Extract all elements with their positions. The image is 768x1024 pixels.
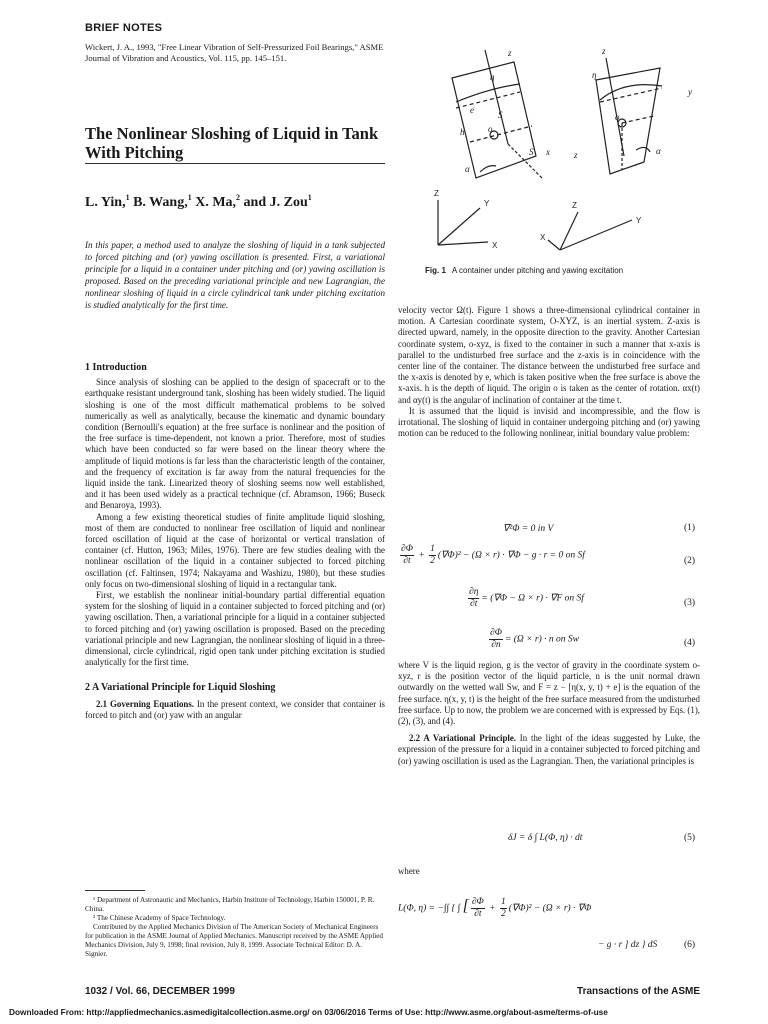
page-footer: 1032 / Vol. 66, DECEMBER 1999 bbox=[85, 986, 235, 997]
svg-text:z: z bbox=[508, 48, 512, 58]
svg-text:X: X bbox=[540, 233, 546, 242]
author-mark: 1 bbox=[307, 193, 312, 202]
equation-5-number: (5) bbox=[684, 833, 696, 843]
svg-text:Z: Z bbox=[572, 201, 577, 210]
equation-5: δJ = δ ∫ L(Φ, η) · dt bbox=[508, 833, 583, 843]
fraction: $\frac{\partial\Phi}{\partial n}$ bbox=[490, 628, 502, 650]
svg-text:α: α bbox=[465, 164, 470, 174]
author-name: B. Wang, bbox=[129, 195, 188, 210]
figure-label: Fig. 1 bbox=[425, 266, 446, 275]
subsection-label: 2.1 Governing Equations. bbox=[96, 698, 195, 709]
svg-text:e: e bbox=[470, 105, 474, 115]
top-reference: Wickert, J. A., 1993, "Free Linear Vibration of Self-Pressurized Foil Bearings," ASME Journal of Vibration and Acoustics, Vol. 115, pp. 145–151. bbox=[85, 42, 384, 63]
subsection-text: In the light of the ideas suggested by Luke, the expression of the pressure for a liquid in a container subjected to forced pitching and (or) yawing oscillation is used as the Lagrangian. Then, the variational principles is bbox=[398, 733, 700, 766]
figure-container-diagram bbox=[410, 40, 710, 262]
equation-3-number: (3) bbox=[684, 598, 696, 608]
author-name: and J. Zou bbox=[240, 195, 308, 210]
equation-2-number: (2) bbox=[684, 556, 696, 566]
svg-text:η: η bbox=[592, 70, 597, 80]
equation-6-number: (6) bbox=[684, 940, 696, 950]
section-heading-variational: 2 A Variational Principle for Liquid Sloshing bbox=[85, 682, 276, 694]
svg-text:o: o bbox=[488, 124, 493, 134]
svg-text:x: x bbox=[546, 147, 550, 157]
intro-paragraph-3: First, we establish the nonlinear initial-boundary partial differential equation system for the sloshing of liquid in a container subjected to forced pitching and (or) yawing oscillation. Then, a variational principle for a liquid in a container subjected to forced pitching and (or) yawing oscillation is proposed. Based on the preceding variational principle and new Lagrangian, the nonlinear sloshing of liquid in a three-dimensional, circle cylindrical, rigid open tank under pitching excitation is studied analytically for the first time. bbox=[85, 590, 385, 668]
svg-text:S: S bbox=[498, 110, 503, 120]
abstract: In this paper, a method used to analyze the sloshing of liquid in a tank subjected to forced pitching and (or) yawing oscillation is presented. First, a variational principle for a liquid in a container under pitching and (or) yawing oscillation is proposed. Based on the preceding variational principle and new Lagrangian, the nonlinear sloshing of liquid in a circle cylindrical tank under pitching excitation is studied analytically for the first time. bbox=[85, 240, 385, 310]
equation-1: ∇²Φ = 0 in V bbox=[503, 524, 554, 534]
governing-equations-paragraph bbox=[85, 699, 385, 721]
svg-text:Z: Z bbox=[434, 189, 439, 198]
svg-text:Y: Y bbox=[636, 216, 642, 225]
footnotes bbox=[85, 896, 385, 959]
fraction: $\frac{1}{2}$ bbox=[430, 544, 435, 566]
footnote-3: Contributed by the Applied Mechanics Division of The American Society of Mechanical Engineers for publication in the ASME Journal of Applied Mechanics. Manuscript received by the ASME Applied Mechanics Division, July 9, 1998; final revision, July 8, 1999. Associate Technical Editor: D. A. Signier. bbox=[85, 923, 384, 958]
intro-paragraph-2: Among a few existing theoretical studies of finite amplitude liquid sloshing, most of them are conducted to nonlinear free oscillation of liquid and nonlinear forced oscillation of liquid at the case of horizontal or vertical translation of container (cf. Hutton, 1963; Miles, 1976). There are few studies dealing with the nonlinear oscillation of the liquid in a container subjected to forced pitching oscillation (cf. Faltinsen, 1974; Nakayama and Washizu, 1980), but these studies only focus on two-dimensional sloshing of liquid in a rectangular tank. bbox=[85, 511, 385, 589]
right-column-bottom bbox=[398, 660, 700, 767]
author-mark: 1 bbox=[125, 193, 130, 202]
subsection-label: 2.2 A Variational Principle. bbox=[409, 733, 517, 744]
footnote-rule bbox=[85, 890, 145, 891]
section-header: BRIEF NOTES bbox=[85, 22, 163, 34]
svg-text:z: z bbox=[574, 150, 578, 160]
fraction: $\frac{1}{2}$ bbox=[500, 897, 506, 919]
author-name: X. Ma, bbox=[191, 195, 237, 210]
svg-text:η: η bbox=[490, 72, 495, 82]
author-mark: 1 bbox=[187, 193, 192, 202]
equation-6-line-2: − g · r ] dz } dS bbox=[598, 940, 658, 950]
svg-text:Y: Y bbox=[484, 199, 490, 208]
right-paragraph-2: It is assumed that the liquid is invisid and incompressible, and the flow is irrotational. The sloshing of liquid in container undergoing pitching and (or) yawing motion can be reduced to the following nonlinear, initial boundary value problem: bbox=[398, 405, 700, 439]
where-label: where bbox=[398, 866, 420, 876]
equation-1-number: (1) bbox=[684, 523, 696, 533]
fraction: $\frac{\partial\Phi}{\partial t}$ bbox=[471, 897, 484, 919]
equation-3-body: = (∇Φ − Ω × r) · ∇F on Sf bbox=[481, 593, 584, 604]
author-name: L. Yin, bbox=[85, 195, 126, 210]
variational-principle-paragraph bbox=[398, 733, 700, 767]
right-paragraph-1: velocity vector Ω(t). Figure 1 shows a three-dimensional cylindrical container in motion. A Cartesian coordinate system, O-XYZ, is an inertial system. Z-axis is directed upward, namely, in the opposite direction to the gravity. Another Cartesian coordinate system, o-xyz, is fixed to the container in such a manner that x-axis is parallel to the undisturbed free surface and the z-axis is in coincidence with the center line of the container. The distance between the undisturbed free surface and the x-axis is denoted by e, which is taken positive when the free surface is above the x-axis. h is the depth of liquid. The origin o is taken as the center of rotation. αx(t) and αy(t) is the angular of inclination of container at the time t. bbox=[398, 305, 700, 405]
svg-text:h: h bbox=[460, 127, 465, 137]
paper-title: The Nonlinear Sloshing of Liquid in Tank With Pitching bbox=[85, 124, 379, 162]
svg-text:y: y bbox=[688, 87, 692, 97]
journal-footer: Transactions of the ASME bbox=[577, 986, 700, 997]
author-line bbox=[85, 193, 312, 211]
equation-4 bbox=[487, 628, 579, 651]
section-heading-introduction: 1 Introduction bbox=[85, 362, 147, 373]
figure-caption bbox=[425, 266, 623, 275]
subsection-text: In the present context, we consider that container is forced to pitch and (or) yaw with an angular bbox=[85, 698, 385, 720]
figure-caption-text: A container under pitching and yawing excitation bbox=[451, 266, 624, 275]
svg-text:S: S bbox=[529, 147, 534, 157]
author-mark: 2 bbox=[236, 193, 241, 202]
equation-2-body: (∇Φ)² − (Ω × r) · ∇Φ − g · r = 0 on Sf bbox=[437, 550, 585, 561]
equation-2: $\frac{\partial\Phi}{\partial t}$ + $\frac{1}{2}$ (∇Φ)² − (Ω × r) · ∇Φ − g · r = 0 on Sf bbox=[401, 544, 585, 566]
svg-text:o: o bbox=[615, 112, 620, 122]
equation-3 bbox=[466, 587, 584, 610]
svg-text:α: α bbox=[656, 146, 661, 156]
footnote-2: ² The Chinese Academy of Space Technology. bbox=[93, 914, 226, 922]
title-rule bbox=[85, 163, 385, 164]
footnote-1: ¹ Department of Astronautic and Mechanics, Harbin Institute of Technology, Harbin 150001, P. R. China. bbox=[85, 896, 375, 913]
svg-text:z: z bbox=[602, 46, 606, 56]
intro-paragraph-1: Since analysis of sloshing can be applied to the design of spacecraft or to the earthquake resistant underground tank, sloshing has been widely studied. The liquid sloshing is one of the most difficult mathematical problems to be solved numerically as well as analytically, because the kinematic and dynamic boundary condition (Bernoulli's equation) at the free surface is nonlinear and the position of the free surface is time-dependent, not known a prior. Therefore, most of studies which have been conducted so far were based on the linear theory where the amplitude of liquid motions is far less than the characteristic length of the container, and the frequency of excitation is far away from the natural frequencies for the liquid inside the tank. Linearized theory of sloshing seems now well established, and it has been used widely as a practical technique (cf. Abramson, 1966; Buseck and Benaroya, 1993). bbox=[85, 377, 385, 511]
fraction: $\frac{\partial\eta}{\partial t}$ bbox=[469, 587, 479, 609]
svg-text:X: X bbox=[492, 241, 498, 250]
left-column bbox=[85, 362, 385, 721]
equation-4-number: (4) bbox=[684, 638, 696, 648]
equation-6-head: L(Φ, η) = −∫∫ { ∫ bbox=[398, 903, 461, 914]
right-paragraph-3: where V is the liquid region, g is the vector of gravity in the coordinate system o-xyz, r is the position vector of the liquid particle, n is the unit normal drawn outwardly on the wetted wall Sw, and F = z − [η(x, y, t) + e] is the equation of the free surface. η(x, y, t) is the height of the free surface measured from the undisturbed free surface. Up to now, the problem we are concerned with is expressed by Eqs. (1), (2), (3), and (4). bbox=[398, 660, 700, 727]
equation-6: L(Φ, η) = −∫∫ { ∫ [ $\frac{\partial\Phi}{\partial t}$ + $\frac{1}{2}$ (∇Φ)² − (Ω × r) · ∇Φ bbox=[398, 897, 592, 919]
equation-6-body: (∇Φ)² − (Ω × r) · ∇Φ bbox=[508, 903, 592, 914]
right-column-top bbox=[398, 305, 700, 439]
fraction: $\frac{\partial\Phi}{\partial t}$ bbox=[401, 544, 413, 566]
download-notice: Downloaded From: http://appliedmechanics.asmedigitalcollection.asme.org/ on 03/06/2016 Terms of Use: http://www.asme.org/about-asme/terms-of-use bbox=[9, 1007, 608, 1017]
equation-4-body: = (Ω × r) · n on Sw bbox=[504, 634, 579, 645]
